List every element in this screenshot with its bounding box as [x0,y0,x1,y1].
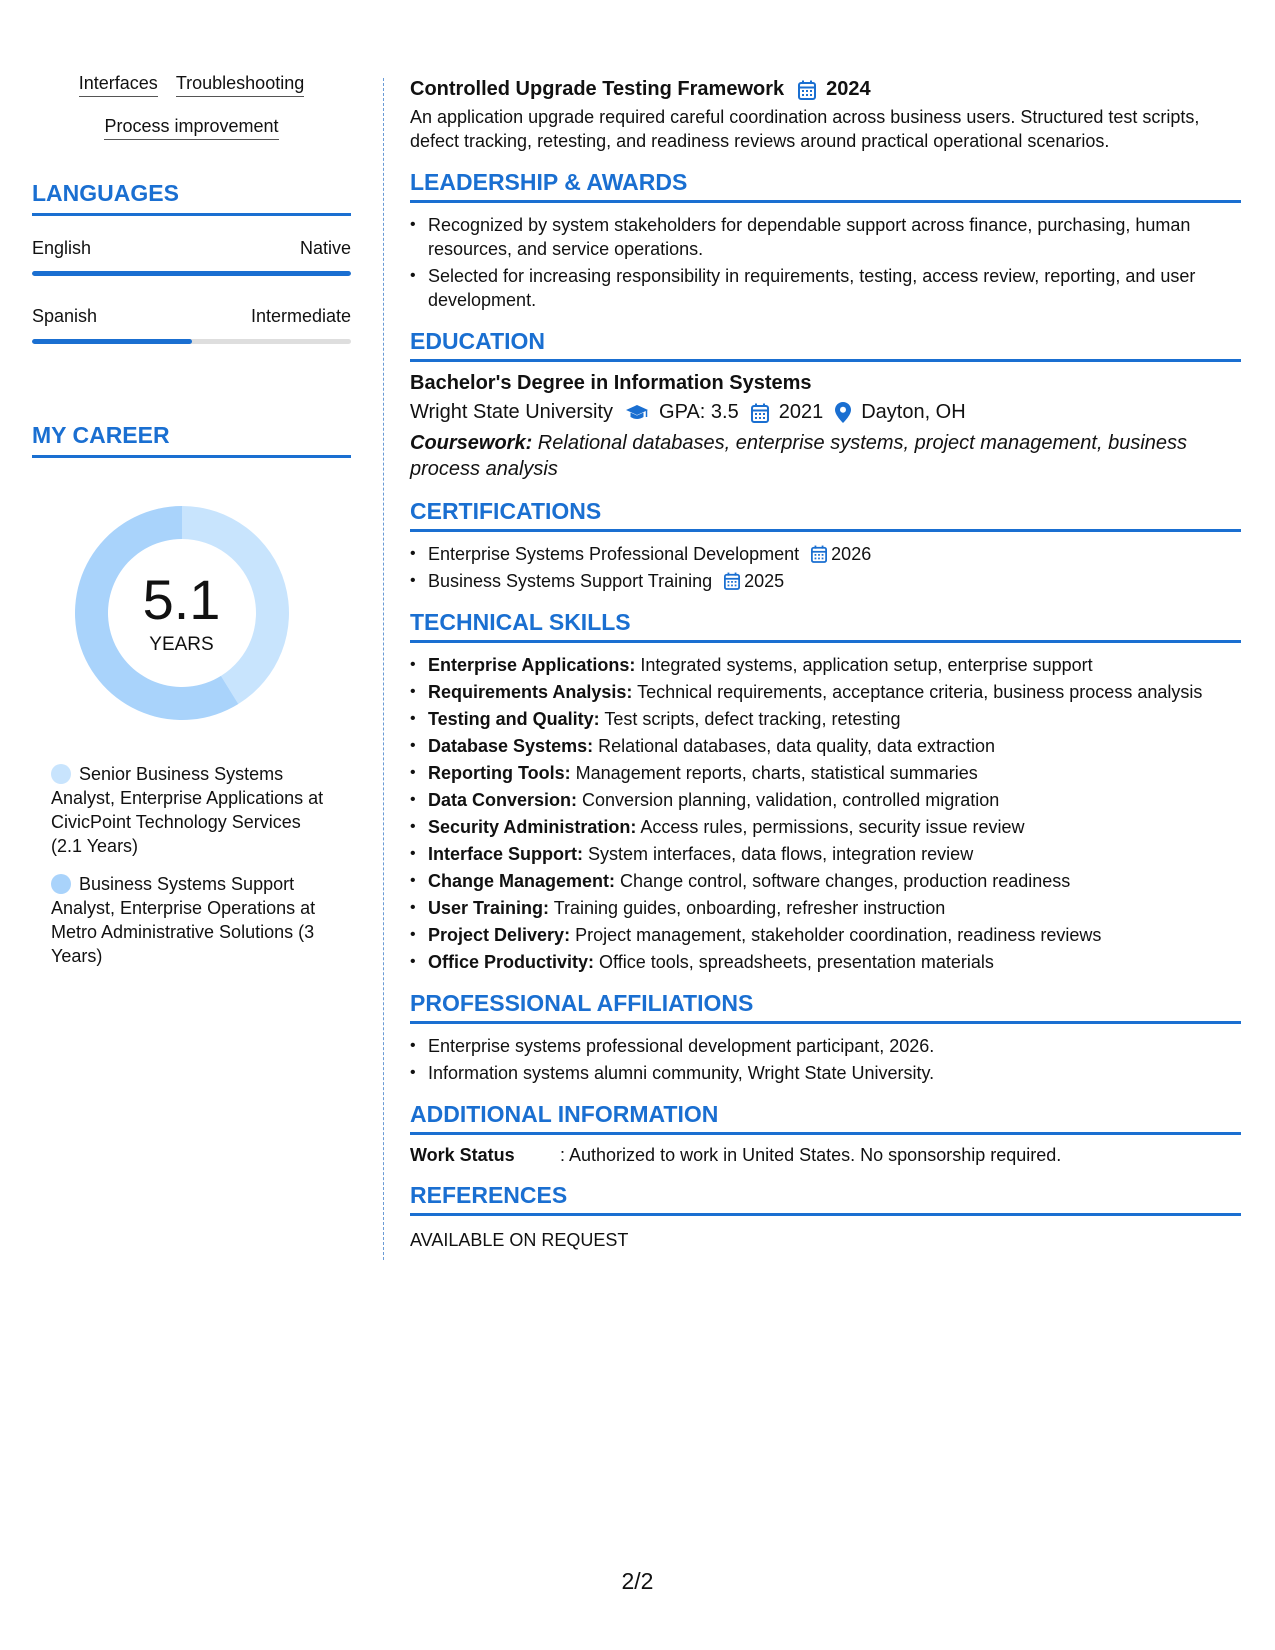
skill-value: Office tools, spreadsheets, presentation materials [594,952,994,972]
language-level: Native [299,238,351,258]
affiliations-heading: PROFESSIONAL AFFILIATIONS [410,990,1241,1024]
calendar-icon [798,80,816,100]
skill-value: Project management, stakeholder coordination, readiness reviews [570,925,1102,945]
list-item [410,950,1241,974]
list-item [410,653,1241,677]
language-proficiency-fill [32,271,351,276]
location-pin-icon [835,402,851,423]
list-item [410,788,1241,812]
column-divider [383,78,384,1260]
education-details [410,401,1241,424]
list-item [410,734,1241,758]
skill-tag: Interfaces [79,74,158,97]
list-item: • Enterprise systems professional development participant, 2026. [410,1034,1241,1058]
career-legend-label: Senior Business Systems Analyst, Enterprise Applications at CivicPoint Technology Services (2.1 Years) [51,764,324,856]
graduation-cap-icon [625,404,649,422]
list-item: • Information systems alumni community, Wright State University. [410,1061,1241,1085]
skill-value: Relational databases, data quality, data extraction [593,736,996,756]
list-item [410,707,1241,731]
coursework-label: Coursework: [410,432,533,454]
skill-value: Test scripts, defect tracking, retesting [599,709,901,729]
skill-value: Integrated systems, application setup, enterprise support [635,655,1093,675]
language-proficiency-bar [32,339,351,344]
references-heading: REFERENCES [410,1182,1241,1216]
career-legend [32,762,351,968]
career-total-value: 5.1 [142,568,221,631]
legend-dot [51,874,71,894]
list-item [410,896,1241,920]
language-item [32,238,351,276]
education-coursework [410,430,1241,482]
skill-label: Testing and Quality: [428,709,600,729]
language-proficiency-fill [32,339,192,344]
certification-year: 2025 [744,571,785,591]
list-item [410,815,1241,839]
career-donut-chart [69,500,295,726]
education-location: Dayton, OH [861,401,966,423]
languages-heading: LANGUAGES [32,180,351,216]
calendar-icon [751,403,769,423]
leadership-heading: LEADERSHIP & AWARDS [410,169,1241,203]
skills-section [410,609,1241,974]
education-heading: EDUCATION [410,328,1241,362]
language-name: Spanish [32,306,98,326]
left-column [32,74,351,982]
skill-value: Technical requirements, acceptance criteria, business process analysis [632,682,1203,702]
skill-label: Security Administration: [428,817,637,837]
affiliations-section [410,990,1241,1085]
language-item [32,306,351,344]
skill-label: Data Conversion: [428,790,578,810]
references-section [410,1182,1241,1251]
calendar-icon [811,545,827,563]
education-section [410,328,1241,482]
skill-value: System interfaces, data flows, integration review [583,844,974,864]
education-gpa: GPA: 3.5 [659,401,739,423]
language-level: Intermediate [250,306,351,326]
project-title: Controlled Upgrade Testing Framework [410,78,785,100]
page-number: 2/2 [621,1568,654,1594]
list-item [410,869,1241,893]
career-heading: MY CAREER [32,422,351,458]
language-name: English [32,238,92,258]
skill-label: Interface Support: [428,844,584,864]
skill-label: User Training: [428,898,550,918]
list-item [410,923,1241,947]
list-item: • Selected for increasing responsibility in requirements, testing, access review, reporting, and user development. [410,264,1241,312]
skill-label: Database Systems: [428,736,594,756]
additional-section [410,1101,1241,1166]
work-status-row [410,1145,1241,1166]
certifications-heading: CERTIFICATIONS [410,498,1241,532]
list-item [410,569,1241,593]
certification-name: • Business Systems Support Training [428,571,713,591]
certification-year: 2026 [831,544,872,564]
career-legend-item [51,872,331,968]
references-text: AVAILABLE ON REQUEST [410,1230,629,1250]
certifications-section [410,498,1241,593]
calendar-icon [724,572,740,590]
career-legend-label: Business Systems Support Analyst, Enterprise Operations at Metro Administrative Solutions (3 Years) [51,874,316,966]
career-total-unit: YEARS [149,634,214,655]
skill-value: Management reports, charts, statistical summaries [570,763,978,783]
skill-label: Enterprise Applications: [428,655,636,675]
skill-tags [32,74,351,140]
skill-label: Change Management: [428,871,616,891]
project-description: An application upgrade required careful coordination across business users. Structured test scripts, defect tracking, retesting, and readiness reviews around practical operational scenarios. [410,107,1200,151]
list-item [410,842,1241,866]
skill-value: Conversion planning, validation, controlled migration [577,790,1000,810]
career-legend-item [51,762,331,858]
skill-value: Training guides, onboarding, refresher instruction [549,898,946,918]
list-item [410,680,1241,704]
right-column [410,78,1241,1251]
skill-tag: Process improvement [104,117,278,140]
leadership-section [410,169,1241,312]
skill-label: Reporting Tools: [428,763,571,783]
skill-label: Office Productivity: [428,952,595,972]
work-status-value: : Authorized to work in United States. No sponsorship required. [560,1145,1062,1165]
skill-label: Requirements Analysis: [428,682,633,702]
skill-value: Access rules, permissions, security issue review [636,817,1025,837]
skill-tag: Troubleshooting [176,74,304,97]
education-degree: Bachelor's Degree in Information Systems [410,372,812,394]
list-item [410,761,1241,785]
skill-label: Project Delivery: [428,925,571,945]
language-proficiency-bar [32,271,351,276]
project-year: 2024 [826,78,871,100]
list-item [410,542,1241,566]
certification-name: • Enterprise Systems Professional Development [428,544,800,564]
project-title-row [410,78,1241,101]
additional-heading: ADDITIONAL INFORMATION [410,1101,1241,1135]
skills-heading: TECHNICAL SKILLS [410,609,1241,643]
education-year: 2021 [778,401,824,423]
list-item: • Recognized by system stakeholders for dependable support across finance, purchasing, human resources, and service operations. [410,213,1241,261]
coursework-text: Relational databases, enterprise systems, project management, business process analysis [410,432,1188,480]
education-school: Wright State University [410,401,614,423]
legend-dot [51,764,71,784]
skill-value: Change control, software changes, production readiness [615,871,1071,891]
work-status-label: Work Status [410,1145,515,1165]
